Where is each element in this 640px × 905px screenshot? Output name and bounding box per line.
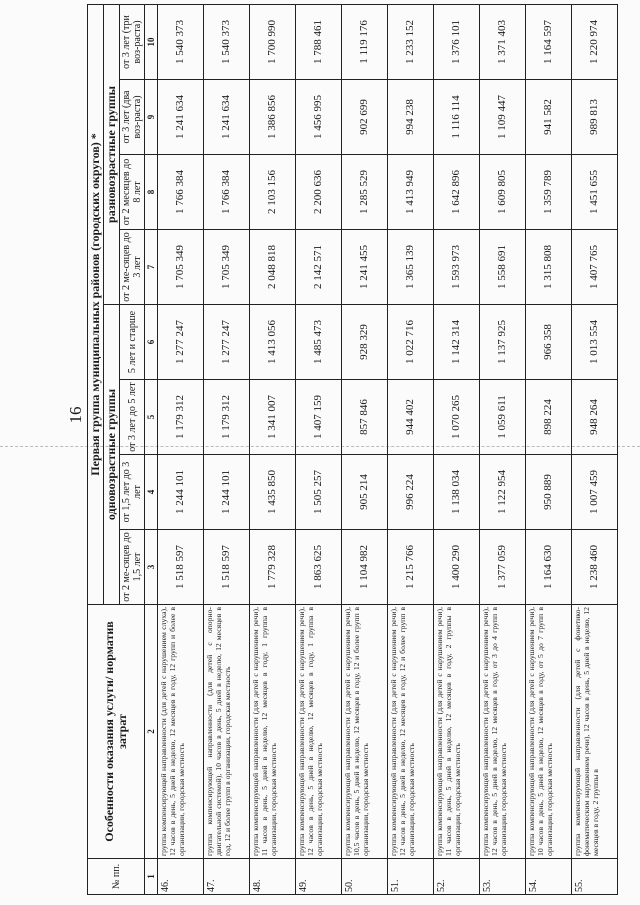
table-row: [572, 4, 618, 894]
value-cell: 1 244 101: [204, 455, 250, 530]
table-row: [158, 4, 204, 894]
header-same-age: одновозрастные группы: [104, 305, 120, 605]
table-row: [434, 4, 480, 894]
table-row: [204, 4, 250, 894]
value-cell: 1 179 312: [158, 380, 204, 455]
value-cell: 1 766 384: [204, 155, 250, 230]
value-cell: 1 377 059: [480, 530, 526, 605]
value-cell: 1 376 101: [434, 4, 480, 79]
description-cell: группа компенсирующей направленности (для детей с нарушением слуха), 12 часов в день, 5 дней в неделю, 12 месяцев в году, 12 групп и более в организации, городская местность: [158, 605, 204, 859]
value-cell: 1 070 265: [434, 380, 480, 455]
rotated-table-container: [87, 5, 600, 895]
header-age-col-3: от 2 ме-сяцев до 1,5 лет: [120, 530, 145, 605]
value-cell: 1 435 850: [250, 455, 296, 530]
row-number-cell: 47.: [204, 859, 250, 895]
value-cell: 1 179 312: [204, 380, 250, 455]
value-cell: 1 122 954: [480, 455, 526, 530]
value-cell: 1 642 896: [434, 155, 480, 230]
value-cell: 1 540 373: [158, 4, 204, 79]
value-cell: 1 413 056: [250, 305, 296, 380]
column-number: 1: [145, 859, 158, 895]
value-cell: 1 142 314: [434, 305, 480, 380]
value-cell: 941 582: [526, 80, 572, 155]
row-number-cell: 48.: [250, 859, 296, 895]
value-cell: 1 705 349: [204, 230, 250, 305]
column-number: 6: [145, 305, 158, 380]
row-number-cell: 49.: [296, 859, 342, 895]
value-cell: 996 224: [388, 455, 434, 530]
value-cell: 1 407 159: [296, 380, 342, 455]
value-cell: 1 540 373: [204, 4, 250, 79]
description-cell: группа компенсирующей направленности (для детей с нарушением речи), 12 часов в день, 5 дней в неделю, 12 месяцев в году, от 3 до 4 групп в организации, городская местность: [480, 605, 526, 859]
value-cell: 2 200 636: [296, 155, 342, 230]
value-cell: 1 059 611: [480, 380, 526, 455]
value-cell: 948 264: [572, 380, 618, 455]
value-cell: 1 386 856: [250, 80, 296, 155]
value-cell: 1 104 982: [342, 530, 388, 605]
value-cell: 2 103 156: [250, 155, 296, 230]
table-row: [480, 4, 526, 894]
value-cell: 1 341 007: [250, 380, 296, 455]
table-row: [250, 4, 296, 894]
value-cell: 928 329: [342, 305, 388, 380]
value-cell: 989 813: [572, 80, 618, 155]
value-cell: 1 863 625: [296, 530, 342, 605]
value-cell: 1 413 949: [388, 155, 434, 230]
column-number: 9: [145, 80, 158, 155]
value-cell: 1 244 101: [158, 455, 204, 530]
header-age-col-10: от 3 лет (три воз-раста): [120, 4, 145, 79]
value-cell: 1 215 766: [388, 530, 434, 605]
description-cell: группа компенсирующей направленности (для детей с нарушением речи), 10,5 часов в день, 5 дней в неделю, 12 месяцев в году, 12 и более групп в организации, городская местность: [342, 605, 388, 859]
value-cell: 1 220 974: [572, 4, 618, 79]
value-cell: 1 456 995: [296, 80, 342, 155]
row-number-cell: 52.: [434, 859, 480, 895]
value-cell: 1 371 403: [480, 4, 526, 79]
row-number-cell: 54.: [526, 859, 572, 895]
table-row: [342, 4, 388, 894]
value-cell: 1 241 634: [204, 80, 250, 155]
value-cell: 944 402: [388, 380, 434, 455]
value-cell: 1 116 114: [434, 80, 480, 155]
value-cell: 1 007 459: [572, 455, 618, 530]
column-number: 2: [145, 605, 158, 859]
value-cell: 2 142 571: [296, 230, 342, 305]
header-age-col-7: от 2 ме-сяцев до 3 лет: [120, 230, 145, 305]
description-cell: группа компенсирующей направленности (для детей с опорно-двигательной системой), 10 часов в день, 5 дней в неделю, 12 месяцев в год, 12 и более групп в организации, городская местность: [204, 605, 250, 859]
column-number: 4: [145, 455, 158, 530]
value-cell: 1 241 455: [342, 230, 388, 305]
description-cell: группа компенсирующей направленности (для детей с нарушением речи), 11 часов в день, 5 дней в неделю, 12 месяцев в году, 1 группа в организации, городская местность: [250, 605, 296, 859]
table-row: [526, 4, 572, 894]
description-cell: группа компенсирующей направленности (для детей с нарушением речи), 10 часов в день, 5 дней в неделю, 12 месяцев в году, от 5 до 7 групп в организации, городская местность: [526, 605, 572, 859]
table-row: [388, 4, 434, 894]
value-cell: 1 137 925: [480, 305, 526, 380]
value-cell: 1 705 349: [158, 230, 204, 305]
row-number-cell: 46.: [158, 859, 204, 895]
value-cell: 950 889: [526, 455, 572, 530]
description-cell: группа компенсирующей направленности (для детей с фонетико-фонематическим нарушением речи), 12 часов в день, 5 дней в неделю, 12 месяцев в году, 2 группы в: [572, 605, 618, 859]
value-cell: 994 238: [388, 80, 434, 155]
page-number: 16: [66, 406, 85, 424]
value-cell: 1 138 034: [434, 455, 480, 530]
header-age-col-6: 5 лет и старше: [120, 305, 145, 380]
row-number-cell: 50.: [342, 859, 388, 895]
value-cell: 1 609 805: [480, 155, 526, 230]
header-age-col-8: от 2 месяцев до 8 лет: [120, 155, 145, 230]
value-cell: 1 119 176: [342, 4, 388, 79]
value-cell: 1 359 789: [526, 155, 572, 230]
value-cell: 1 241 634: [158, 80, 204, 155]
value-cell: 857 846: [342, 380, 388, 455]
value-cell: 1 788 461: [296, 4, 342, 79]
value-cell: 1 779 328: [250, 530, 296, 605]
value-cell: 2 048 818: [250, 230, 296, 305]
value-cell: 1 485 473: [296, 305, 342, 380]
value-cell: 902 699: [342, 80, 388, 155]
description-cell: группа компенсирующей направленности (для детей с нарушением речи), 11 часов в день, 5 дней в неделю, 12 месяцев в году, 2 группы в организации, городская местность: [434, 605, 480, 859]
value-cell: 1 593 973: [434, 230, 480, 305]
value-cell: 1 700 990: [250, 4, 296, 79]
value-cell: 1 766 384: [158, 155, 204, 230]
description-cell: группа компенсирующей направленности (для детей с нарушением речи), 12 часов в день, 5 дней в неделю, 12 месяцев в году, 1 группа в организации, городская местность: [296, 605, 342, 859]
value-cell: 1 277 247: [204, 305, 250, 380]
value-cell: 1 451 655: [572, 155, 618, 230]
value-cell: 1 365 139: [388, 230, 434, 305]
cost-norms-table: [87, 4, 618, 895]
value-cell: 905 214: [342, 455, 388, 530]
column-number: 3: [145, 530, 158, 605]
value-cell: 1 407 765: [572, 230, 618, 305]
column-number: 8: [145, 155, 158, 230]
header-feature: Особенности оказания услуги/ норматив затрат: [88, 605, 145, 859]
header-mixed-age: разновозрастные группы: [104, 4, 120, 304]
table-row: [296, 4, 342, 894]
row-number-cell: 53.: [480, 859, 526, 895]
value-cell: 1 109 447: [480, 80, 526, 155]
value-cell: 1 013 554: [572, 305, 618, 380]
row-number-cell: 51.: [388, 859, 434, 895]
value-cell: 966 358: [526, 305, 572, 380]
value-cell: 1 518 597: [158, 530, 204, 605]
value-cell: 1 238 460: [572, 530, 618, 605]
value-cell: 1 518 597: [204, 530, 250, 605]
value-cell: 1 400 290: [434, 530, 480, 605]
value-cell: 1 558 691: [480, 230, 526, 305]
description-cell: группа компенсирующей направленности (для детей с нарушением речи), 12 часов в день, 5 дней в неделю, 12 месяцев в году, 12 и более групп в организации, городская местность: [388, 605, 434, 859]
row-number-cell: 55.: [572, 859, 618, 895]
column-number: 10: [145, 4, 158, 79]
value-cell: 1 277 247: [158, 305, 204, 380]
column-number: 5: [145, 380, 158, 455]
value-cell: 1 505 257: [296, 455, 342, 530]
value-cell: 1 233 152: [388, 4, 434, 79]
column-number: 7: [145, 230, 158, 305]
value-cell: 898 224: [526, 380, 572, 455]
header-age-col-4: от 1,5 лет до 3 лет: [120, 455, 145, 530]
header-age-col-5: от 3 лет до 5 лет: [120, 380, 145, 455]
value-cell: 1 285 529: [342, 155, 388, 230]
value-cell: 1 164 630: [526, 530, 572, 605]
header-group: Первая группа муниципальных районов (городских округов) *: [88, 4, 104, 604]
value-cell: 1 022 716: [388, 305, 434, 380]
header-row-number: № пп.: [88, 859, 145, 895]
value-cell: 1 164 597: [526, 4, 572, 79]
value-cell: 1 315 808: [526, 230, 572, 305]
header-age-col-9: от 3 лет (два воз-раста): [120, 80, 145, 155]
